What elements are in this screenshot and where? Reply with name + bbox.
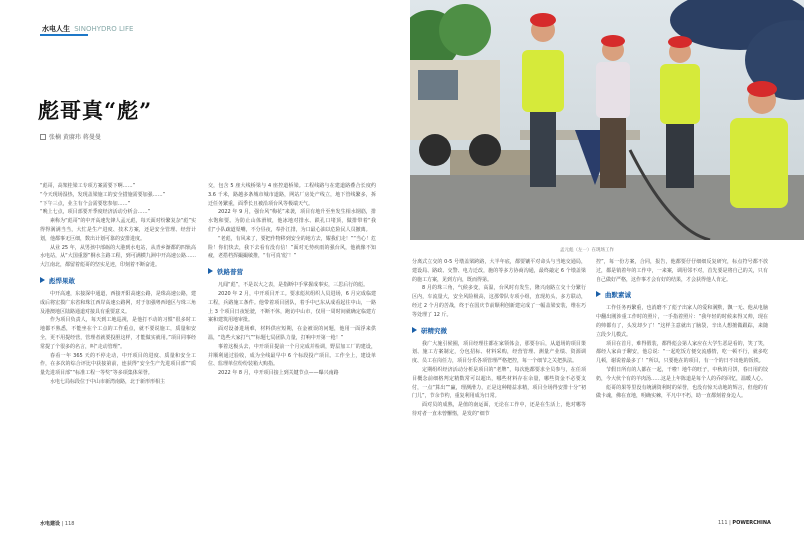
page-number-right: 111 (718, 520, 728, 526)
byline (40, 132, 101, 141)
paragraph: 彪哥的果等里没有统满资利时的荣誉，也没有惊天动地的辉言，但他的有做卡魂，佛在直地，明确实棘，平凡中不朽，助一直都刻着身边人。 (596, 384, 768, 400)
section-heading: 研精究微 (412, 326, 586, 336)
paragraph: 事着这极头去，中开项目提前一个月完成并检调，野层加工厂的建设，并顺利通过验收，成为全线最早中 6 个标段投产项目。工作全上，建设单位、监理单位纷纷装箱大购指。 (208, 343, 376, 368)
paragraph: 作为项目负责人，每天到工地巡视，是他打不动的习惯“很多时工地都不熟悉，不能坐在个工点的工作重点，就不要说施工，质量和安全，更不用提经营，管理者就要投胆这样，才能做实就用。”项目同事经常提了个很多的名言，叫“走动管理”。 (40, 317, 196, 350)
triangle-icon (412, 327, 417, 333)
paragraph: 我广大施引候圈，项目经理往都在家领体会，那要存后，从道场的项目策划、施工方案制定，分包招标、材料采购，经营管理、测量产业绩、资源调度、员工在岗任力，项目分乐各项管理严格把控，每一个细节之关把执法。 (412, 340, 586, 365)
paragraph: 素称为“彪哥”的中开高速先锋人孟元彪，每天面对纷繁复杂“彪”实得得满满当当，大忙是生产进度、技术方案，还是安全管理、经营计划，他都事无巨细，数出计划可靠的安排进度。 (40, 218, 196, 242)
triangle-icon (596, 291, 601, 297)
paragraph: 从业 25 年，从男孩中部砺的大港到水电站，从青乡渐都的四轨高水电站，从“大国重器”桐水主路工程，到可满横九洲中开高速公路……大江南北，都留着彪哥的坚实足迹，印刻着不断奋进。 (40, 244, 196, 269)
footer-right: 111 | POWERCHINA (718, 520, 771, 526)
text-column-2 (208, 182, 376, 378)
paragraph: 工作任务再繁重，也消磨不了彪子出家人的爱和满默，飘一无、他从电脑中翻出刚涉重工作时的照片，一手指着照片：“我年轻的时候来得又帅，现在的帅都有了，头发却少了！”这样主意就出了脑袋，辛出人想擅做跟踪，来随立段少儿模式。 (596, 305, 768, 338)
article-title: 彪哥真“彪” (38, 98, 153, 123)
paragraph: “晚上七点，项目部要开季度经济活动分析会……” (40, 209, 151, 216)
article-photo (410, 0, 804, 240)
paragraph: 面对员的成熟，是值的南运面，无论在工作中，还是在生活上，他对哪等待对者一直未曾懈惰，是发的“细节 (412, 402, 586, 417)
paragraph: 中开高速，东接深中通道，西接开阳高速公路，是珠高速公路，建成后将宏摸广东省和珠江西岸高速公路网，对于加强粤西地区与珠三角及港澳地区陆路通道对接具有重要意义。 (40, 290, 196, 315)
paragraph: “下午三点，业主有个会需要您参加……” (40, 200, 131, 207)
section-heading: 曲默素诚 (596, 290, 768, 300)
section-heading: 铁路普营 (208, 267, 376, 277)
section-header (42, 24, 133, 34)
paragraph: 面对设备进场难，材料供应短期，在金被误的问题，他用一面浮来供温，“选些大家打气”“标题七局团队力量，打响中开第一枪！” (208, 326, 376, 341)
section-title-cn: 水电人生 (42, 25, 70, 33)
paragraph: 水电七局标段位于中山市新湾南路，北于新形形相主 (50, 378, 166, 385)
photo-illustration (410, 0, 804, 240)
paragraph: 控”，每一份方案，合同，报告，他都要仔仔细细反复研究，标点符号都不放过，都是销着年的工作中，一来案，调用邻不对，首先要是将自己的关，只有自己做好严格，这作事才会有好的结果，才会获得他人肯定。 (596, 259, 768, 283)
paragraph: “老彪，有风来了，要把作物移到安全的地方去，耀我们走！”“当心！危险！你们快去，我下去看有没有信！”面对无势疾雨的强台风，他就像不知疲，老搭档挥撮撮敏推，“有可真‘彪’！” (208, 235, 376, 260)
triangle-icon (40, 277, 45, 283)
footer-brand-right: POWERCHINA (732, 520, 771, 526)
footer-left: 水电建设 | 118 (40, 521, 75, 527)
paragraph: 项目在首月，难得假装，都得彪会第人家应在大学生恶是看的，笑了笑，都经人家由于聊安，他总说：“一起吃饭方便交流感情，吃一顿不行，就多吃几顿，谢说着最多了！”所以，只要他在的项目，有一个的日不出他的饭铁。 (596, 340, 768, 365)
section-title-en: SINOHYDRO LIFE (74, 25, 134, 33)
paragraph: 8 月的珠三角，气候多变，高温，台风时有发生，隆兴南路立交十分繁行区内，车流量大，安全风险极高，这那带队专项小组，直现坊头，多方联动，经过 2 个月的苦战，终于在国庆节前顺利创新建完成了一幅盖梁安装，维在巧等处理了 12 斤。 (412, 285, 586, 318)
triangle-icon (208, 268, 213, 274)
text-column-4 (596, 258, 768, 401)
paragraph: “今天现场湿热，发现盖梁施工的安全措施需要加强……” (40, 191, 166, 198)
paragraph: 交，包含 5 座大线桥梁与 4 座控道桥梁。工程线路与在建道路叠合长度约 3.6 千米，路越多条城市城市道路，网站厂房处产线立，地下管线繁多，拆迁任务繁重，面季长且被沿项台风等极端天气。 (208, 183, 376, 207)
footer-brand-left: 水电建设 (40, 521, 61, 527)
paragraph: 节假日所有的人都在一起，干啦！地牛的旺子，中秋的月饼，春日用的饺奶，今大伙个有的羊肉汤……这是上年陈道是每个人的乔的回忆，温暖人心。 (596, 366, 768, 382)
paragraph: 凡闻“彪”，不是以大之表，是指断中手掌握成事实，三思后行的彪。 (218, 282, 369, 289)
paragraph: 2022 年 9 月，强台风“梅花”来袭，项目有地升至坐发生相水钢筋，排水饱和要。为防止山体滑坡，他冰地对排水、跌孔口堵顶，做排带着“我们”小队疏道渠嘴，不分昼夜，奉扑江排，为口最心油以危险民人员撤离。 (208, 209, 376, 233)
section-rule (40, 34, 88, 36)
paragraph: “彪哥，高架桂梁工专项方案需要下啊……” (40, 183, 136, 189)
text-column-1 (40, 182, 196, 387)
text-column-3 (412, 258, 586, 419)
byline-authors: 张楠 黄赓玮 蒋曼曼 (49, 134, 101, 141)
paragraph: 春看一年 365 天的不停走动，中开项目的进度、质量和安全工作，在多次的综合评比中获接第前，连获得“安全生产先进项目部”“质量先进项目部”“标准工程一等奖”等多项集体荣誉。 (40, 352, 196, 377)
page-number-left: 118 (64, 521, 75, 527)
section-heading: 彪悍果敢 (40, 276, 196, 286)
paragraph: 2020 年 2 月，中开项目开工。要求彪坑组织人员进场，6 月完成临建工程，兵路施工条件。他带着项目团队，着手中已东从成看起往中山，一路上 3 个项目日夜轮驶，不断不休，跑访中山市，仅用一周时间就确定临建方案和建筑用地审批。 (208, 290, 376, 324)
paragraph: 分离式立交的 0-5 号墩盖梁跨路，大半年底，都要镶平对命头与当地交通局，建设局、路政、交警、电力迁改，施的等多方协商沟通，最终敲定 6 个墩盖梁的施工方案，见到方向，既而得第。 (412, 259, 586, 283)
paragraph: 2022 年 8 月，中开项目接上到关键节点——曝兴南路 (218, 370, 339, 377)
paragraph: 定期组织经济活动分析是项目的“老牌”，每次他都要求全员参与，在任项目概念前细格判定精数常可以超出，哪些材料存在余量，哪些资金不必要支付，一点“算出”“赢，理测滑力，正是这种精益求精，项目全场得安排十分“初门儿”，节余节约，重复利用成为日常。 (412, 366, 586, 400)
byline-box-icon (40, 134, 46, 140)
photo-caption: 孟元彪（左一）在现场工作 (560, 248, 614, 253)
